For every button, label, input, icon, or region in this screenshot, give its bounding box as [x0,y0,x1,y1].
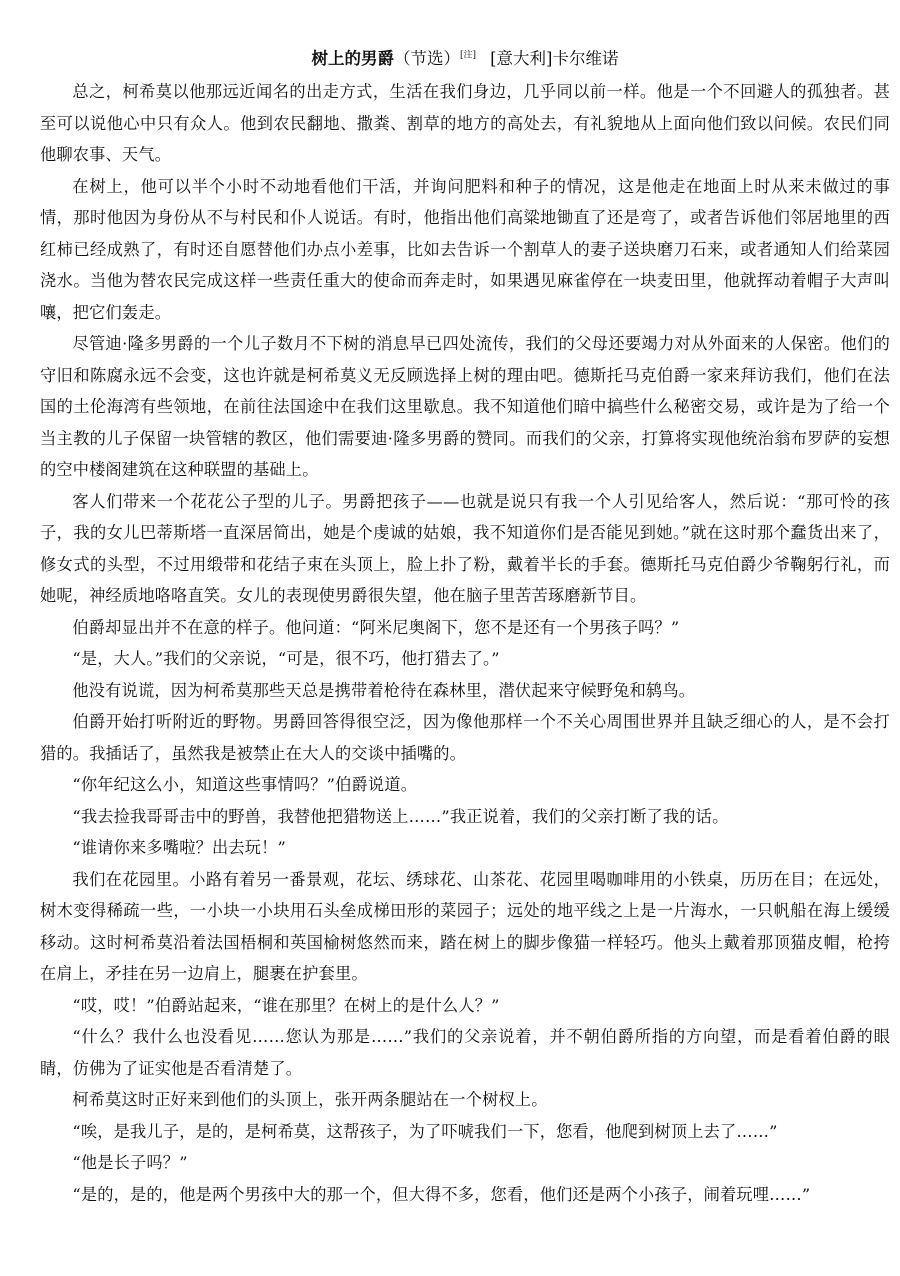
document-page [40,48,890,1210]
paragraph: “什么？我什么也没看见……您认为那是……”我们的父亲说着，并不朝伯爵所指的方向望，而是看着伯爵的眼睛，仿佛为了证实他是否看清楚了。 [40,1027,890,1078]
paragraph: “谁请你来多嘴啦？出去玩！” [72,838,286,857]
document-title: 树上的男爵 [311,49,395,68]
paragraph: “哎，哎！”伯爵站起来，“谁在那里？在树上的是什么人？” [72,995,500,1015]
paragraph: 尽管迪·隆多男爵的一个儿子数月不下树的消息早已四处流传，我们的父母还要竭力对从外面来的人保密。他们的守旧和陈腐永远不会变，这也许就是柯希莫义无反顾选择上树的理由吧。德斯托马克伯爵一家来拜访我们，他们在法国的土伦海湾有些领地，在前往法国途中在我们这里歇息。我不知道他们暗中搞些什么秘密交易，或许是为了给一个当主教的儿子保留一块管辖的教区，他们需要迪·隆多男爵的赞同。而我们的父亲，打算将实现他统治翁布罗萨的妄想的空中楼阁建筑在这种联盟的基础上。 [40,334,890,479]
title-suffix: （节选） [394,49,461,68]
paragraph: 伯爵却显出并不在意的样子。他问道：“阿米尼奥阁下，您不是还有一个男孩子吗？” [72,617,680,637]
paragraph: 他没有说谎，因为柯希莫那些天总是携带着枪待在森林里，潜伏起来守候野兔和鸫鸟。 [72,680,696,700]
paragraph: 柯希莫这时正好来到他们的头顶上，张开两条腿站在一个树杈上。 [72,1090,548,1109]
paragraph: 客人们带来一个花花公子型的儿子。男爵把孩子——也就是说只有我一个人引见给客人，然后说：“那可怜的孩子，我的女儿巴蒂斯塔一直深居简出，她是个虔诚的姑娘，我不知道你们是否能见到她。”就在这时那个蠢货出来了，修女式的头型，不过用缎带和花结子束在头顶上，脸上扑了粉，戴着半长的手套。德斯托马克伯爵少爷鞠躬行礼，而她呢，神经质地咯咯直笑。女儿的表现使男爵很失望，他在脑子里苦苦琢磨新节目。 [40,491,890,605]
title-line [40,48,890,70]
paragraph: 总之，柯希莫以他那远近闻名的出走方式，生活在我们身边，几乎同以前一样。他是一个不回避人的孤独者。甚至可以说他心中只有众人。他到农民翻地、撒粪、割草的地方的高处去，有礼貌地从上面向他们致以问候。农民们同他聊农事、天气。 [40,82,890,164]
paragraph: 伯爵开始打听附近的野物。男爵回答得很空泛，因为像他那样一个不关心周围世界并且缺乏细心的人，是不会打猎的。我插话了，虽然我是被禁止在大人的交谈中插嘴的。 [40,712,890,763]
body-text [40,76,890,1210]
paragraph: 我们在花园里。小路有着另一番景观，花坛、绣球花、山茶花、花园里喝咖啡用的小铁桌，历历在目；在远处，树木变得稀疏一些，一小块一小块用石头垒成梯田形的菜园子；远处的地平线之上是一片海水，一只帆船在海上缓缓移动。这时柯希莫沿着法国梧桐和英国榆树悠然而来，踏在树上的脚步像猫一样轻巧。他头上戴着那顶猫皮帽，枪挎在肩上，矛挂在另一边肩上，腿裹在护套里。 [40,869,890,983]
paragraph: “唉，是我儿子，是的，是柯希莫，这帮孩子，为了吓唬我们一下，您看，他爬到树顶上去了……” [72,1121,778,1141]
paragraph: “他是长子吗？” [72,1153,188,1172]
paragraph: “是的，是的，他是两个男孩中大的那一个，但大得不多，您看，他们还是两个小孩子，闹着玩哩……” [72,1184,811,1204]
paragraph: “我去捡我哥哥击中的野兽，我替他把猎物送上……”我正说着，我们的父亲打断了我的话。 [72,806,729,826]
paragraph: 在树上，他可以半个小时不动地看他们干活，并询问肥料和种子的情况，这是他走在地面上时从来未做过的事情，那时他因为身份从不与村民和仆人说话。有时，他指出他们高粱地锄直了还是弯了，或者告诉他们邻居地里的西红柿已经成熟了，有时还自愿替他们办点小差事，比如去告诉一个割草人的妻子送块磨刀石来，或者通知人们给菜园浇水。当他为替农民完成这样一些责任重大的使命而奔走时，如果遇见麻雀停在一块麦田里，他就挥动着帽子大声叫嚷，把它们轰走。 [40,176,890,322]
title-footnote-marker: [注] [460,50,477,61]
paragraph: “是，大人。”我们的父亲说，“可是，很不巧，他打猎去了。” [72,649,500,668]
author: [意大利]卡尔维诺 [490,49,619,68]
paragraph: “你年纪这么小，知道这些事情吗？”伯爵说道。 [72,775,418,794]
